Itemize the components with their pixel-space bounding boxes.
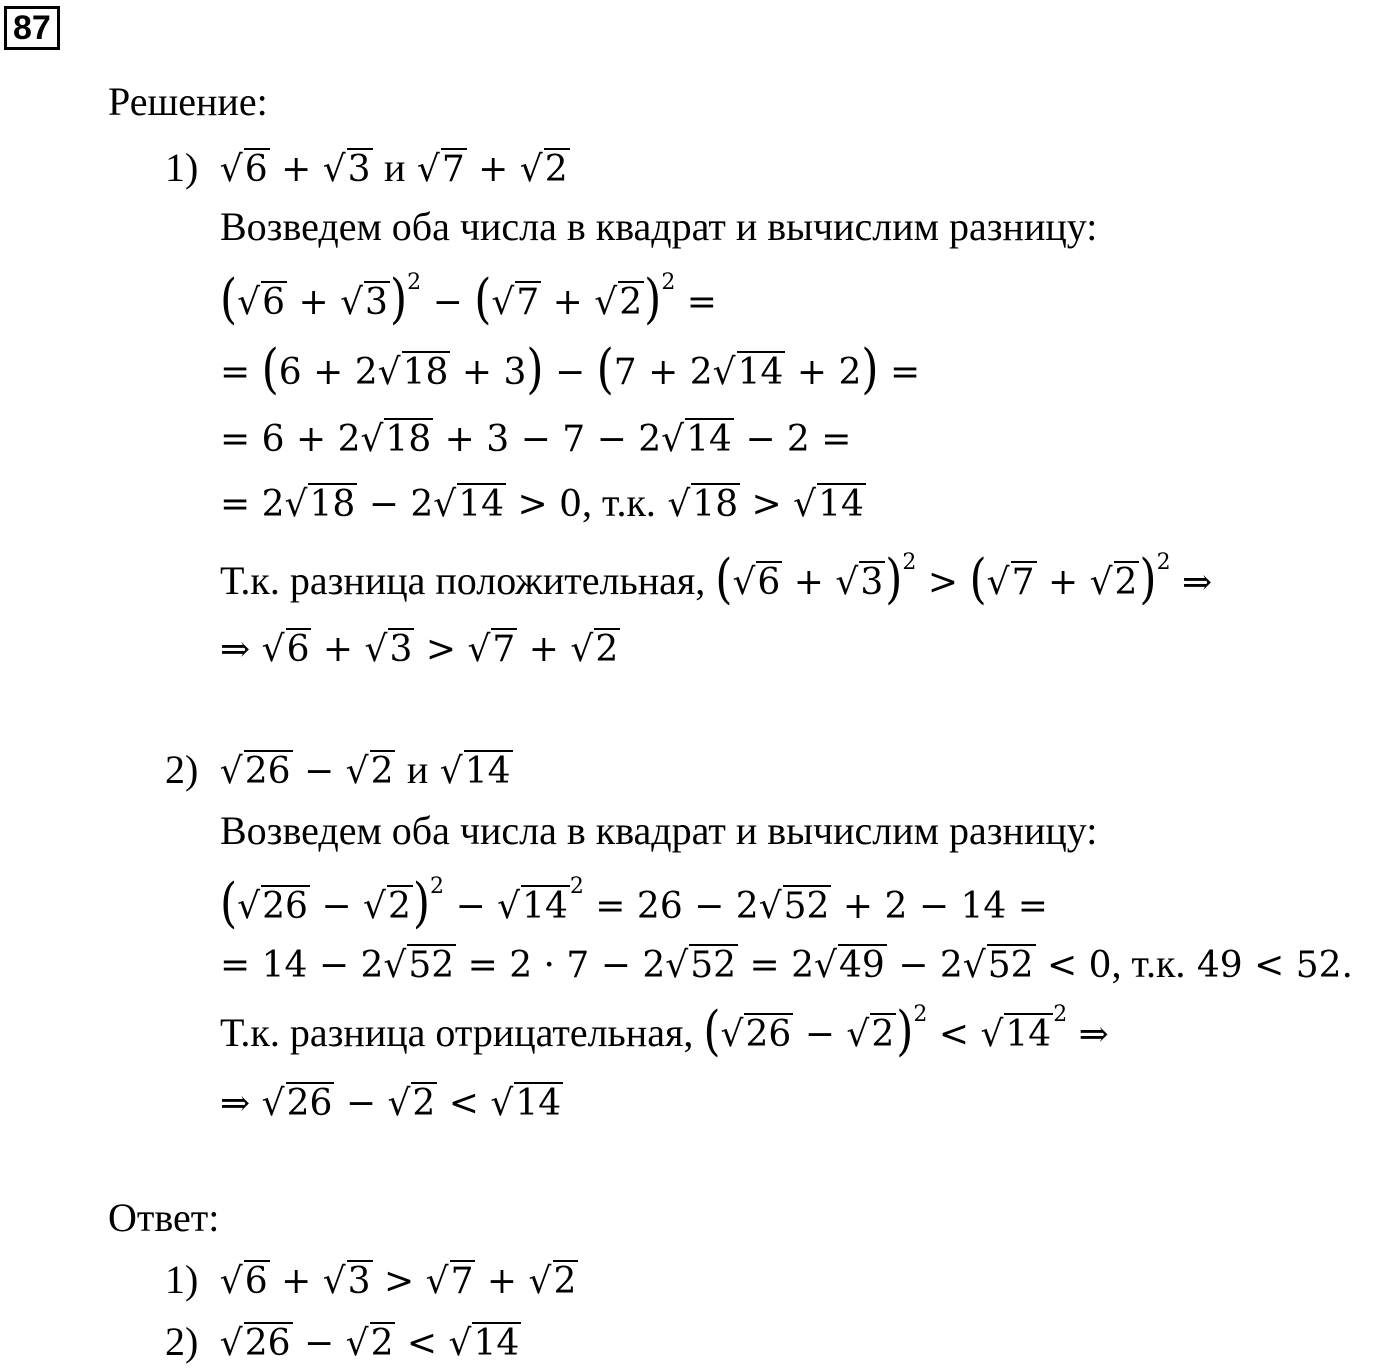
part2-number: 2) xyxy=(165,747,199,792)
part1-expression-1: $(√6 + √3)^2 - (√7 + √2)^2$ = xyxy=(220,268,717,331)
problem-number: 87 xyxy=(4,6,60,50)
part2-because: , т.к. xyxy=(1111,941,1186,986)
part2-expression-2: = 14 − 2√52 = 2 · 7 − 2√52 = 2√49 − 2√52 < 0, т.к. 49 < 52. xyxy=(220,941,1353,986)
part1-expression-2: = (6 + 2√18 + 3) − (7 + 2√14 + 2) = xyxy=(220,338,921,401)
part2-conclusion: Т.к. разница отрицательная, $(√26 - √2)^2 < √14^2$ ⇒ xyxy=(220,1000,1109,1063)
answer-1-number: 1) xyxy=(165,1257,199,1302)
part1-because: , т.к. xyxy=(581,480,656,525)
answer-1: 1) √6 + √3 > √7 + √2 xyxy=(165,1257,577,1302)
part1-result: ⇒ √6 + √3 > √7 + √2 xyxy=(220,629,619,670)
answer-label: Ответ: xyxy=(108,1195,220,1240)
answer-2-number: 2) xyxy=(165,1319,199,1364)
part2-conclusion-text: Т.к. разница отрицательная, xyxy=(220,1010,694,1055)
part1-conclusion-text: Т.к. разница положительная, xyxy=(220,558,706,603)
part2-statement: 2) √26 − √2 и √14 xyxy=(165,747,511,792)
solution-label: Решение: xyxy=(108,79,268,124)
part2-conjunction: и xyxy=(406,747,429,792)
part1-conclusion: Т.к. разница положительная, $(√6 + √3)^2 > (√7 + √2)^2$ ⇒ xyxy=(220,548,1213,611)
part2-instruction: Возведем оба числа в квадрат и вычислим разницу: xyxy=(220,808,1098,853)
part1-expression-4: = 2√18 − 2√14 > 0, т.к. √18 > √14 xyxy=(220,480,864,525)
part1-number: 1) xyxy=(165,145,199,190)
part1-expression-3: = 6 + 2√18 + 3 − 7 − 2√14 − 2 = xyxy=(220,419,852,460)
part1-instruction: Возведем оба числа в квадрат и вычислим разницу: xyxy=(220,204,1098,249)
part2-result: ⇒ √26 − √2 < √14 xyxy=(220,1083,562,1124)
answer-2: 2) √26 − √2 < √14 xyxy=(165,1319,520,1364)
part2-expression-1: $(√26 - √2)^2 - √14^2 = 26 - 2√52 + 2 - 14$ = xyxy=(220,872,1048,935)
part1-conjunction: и xyxy=(384,145,406,190)
part1-statement: 1) √6 + √3 и √7 + √2 xyxy=(165,145,568,190)
